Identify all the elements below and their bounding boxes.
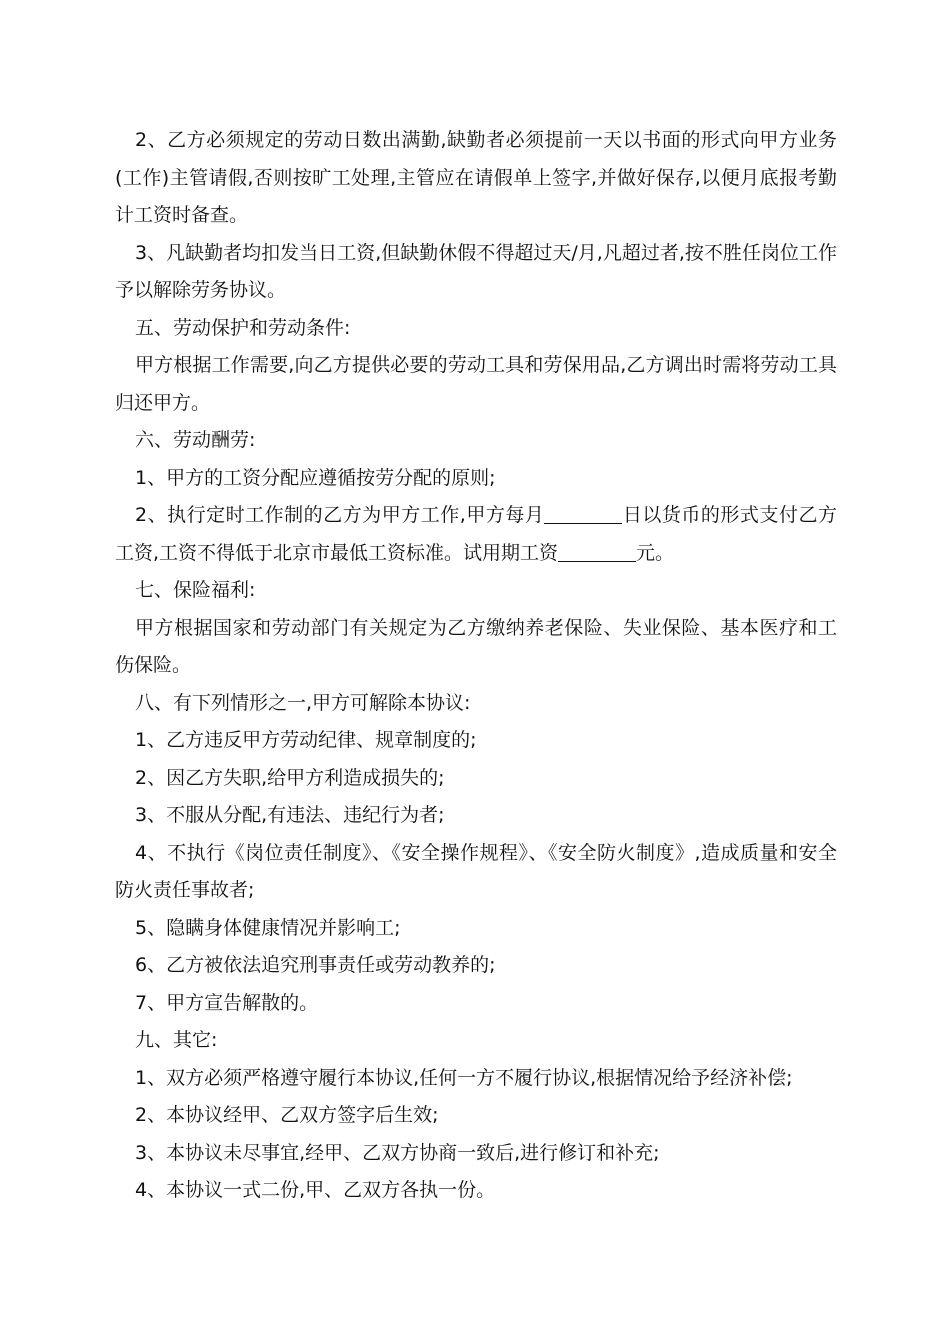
clause-insurance: 甲方根据国家和劳动部门有关规定为乙方缴纳养老保险、失业保险、基本医疗和工伤保险。 xyxy=(115,616,837,676)
termination-item-4: 4、不执行《岗位责任制度》、《安全操作规程》、《安全防火制度》,造成质量和安全防火责任事故者; xyxy=(115,841,837,901)
pay-day-blank[interactable] xyxy=(544,504,622,524)
section-heading-insurance: 七、保险福利: xyxy=(135,579,256,601)
clause-wage-payment-part-b: 日以货币的形式支付乙方工资,工资不得低于北京市最低工资标准。试用期工资 xyxy=(115,504,837,564)
termination-item-2: 2、因乙方失职,给甲方利造成损失的; xyxy=(135,766,445,789)
document-body xyxy=(115,122,837,1210)
probation-wage-blank[interactable] xyxy=(558,542,636,562)
clause-attendance-leave: 2、乙方必须规定的劳动日数出满勤,缺勤者必须提前一天以书面的形式向甲方业务(工作)主管请假,否则按旷工处理,主管应在请假单上签字,并做好保存,以便月底报考勤计工资时备查。 xyxy=(115,129,837,226)
clause-wage-payment xyxy=(115,497,837,572)
section-heading-other: 九、其它: xyxy=(135,1029,218,1051)
termination-item-6: 6、乙方被依法追究刑事责任或劳动教养的; xyxy=(135,954,496,976)
clause-labor-tools: 甲方根据工作需要,向乙方提供必要的劳动工具和劳保用品,乙方调出时需将劳动工具归还甲方。 xyxy=(115,354,837,414)
other-item-3: 3、本协议未尽事宜,经甲、乙双方协商一致后,进行修订和补充; xyxy=(135,1141,660,1164)
clause-absence-deduction: 3、凡缺勤者均扣发当日工资,但缺勤休假不得超过天/月,凡超过者,按不胜任岗位工作予以解除劳务协议。 xyxy=(115,241,837,301)
termination-item-7: 7、甲方宣告解散的。 xyxy=(135,991,319,1014)
other-item-2: 2、本协议经甲、乙双方签字后生效; xyxy=(135,1104,439,1126)
other-item-4: 4、本协议一式二份,甲、乙双方各执一份。 xyxy=(135,1179,496,1201)
clause-wage-payment-part-c: 元。 xyxy=(636,541,675,564)
other-item-1: 1、双方必须严格遵守履行本协议,任何一方不履行协议,根据情况给予经济补偿; xyxy=(135,1066,793,1089)
termination-item-5: 5、隐瞒身体健康情况并影响工; xyxy=(135,916,401,939)
section-heading-termination: 八、有下列情形之一,甲方可解除本协议: xyxy=(135,691,471,714)
clause-wage-payment-part-a: 2、执行定时工作制的乙方为甲方工作,甲方每月 xyxy=(135,504,545,526)
termination-item-3: 3、不服从分配,有违法、违纪行为者; xyxy=(135,804,445,826)
termination-item-1: 1、乙方违反甲方劳动纪律、规章制度的; xyxy=(135,729,477,751)
section-heading-remuneration: 六、劳动酬劳: xyxy=(135,429,256,451)
section-heading-labor-protection: 五、劳动保护和劳动条件: xyxy=(135,316,351,339)
clause-wage-distribution: 1、甲方的工资分配应遵循按劳分配的原则; xyxy=(135,466,496,489)
